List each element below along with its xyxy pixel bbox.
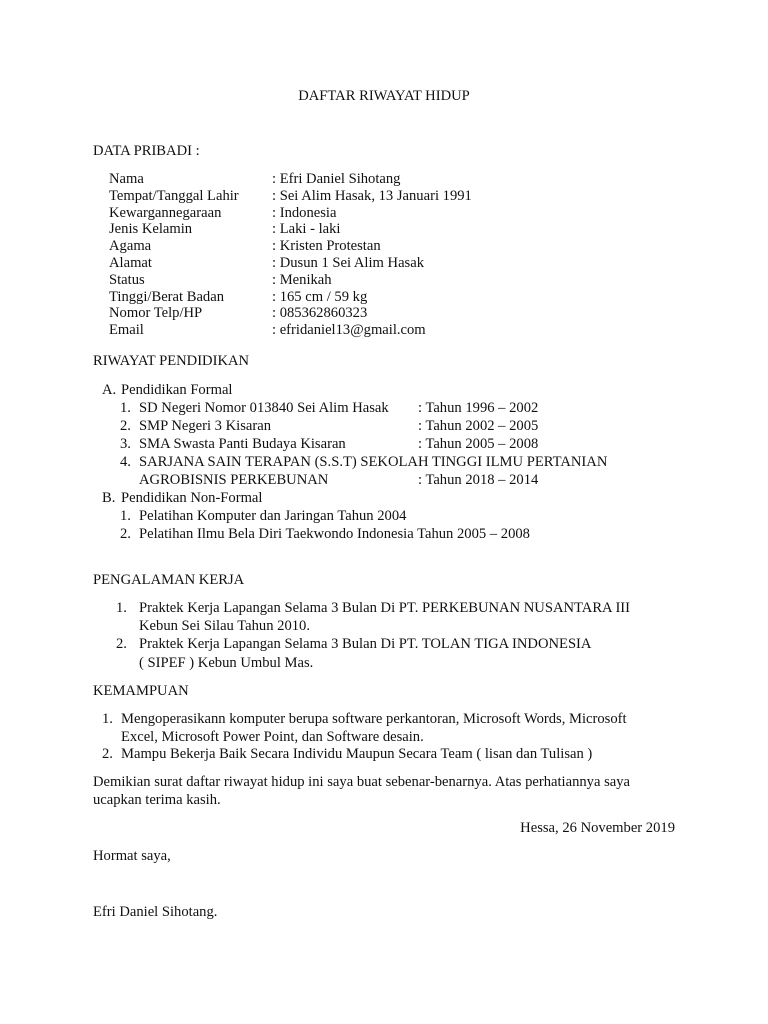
list-marker: A. <box>102 382 117 398</box>
salutation: Hormat saya, <box>93 848 171 864</box>
section-heading-kemampuan: KEMAMPUAN <box>93 683 189 699</box>
section-heading-pengalaman: PENGALAMAN KERJA <box>93 572 245 588</box>
experience-line2: Kebun Sei Silau Tahun 2010. <box>139 618 310 634</box>
personal-value: : 085362860323 <box>272 305 368 321</box>
education-years: : Tahun 2002 – 2005 <box>418 418 539 434</box>
personal-value: : Dusun 1 Sei Alim Hasak <box>272 255 425 271</box>
training-item: Pelatihan Ilmu Bela Diri Taekwondo Indonesia Tahun 2005 – 2008 <box>139 526 530 542</box>
list-number: 2. <box>102 746 113 762</box>
list-number: 1. <box>120 400 131 416</box>
personal-label: Status <box>109 272 145 288</box>
list-number: 3. <box>120 436 131 452</box>
personal-value: : Efri Daniel Sihotang <box>272 171 401 187</box>
list-number: 1. <box>120 508 131 524</box>
section-heading-pendidikan: RIWAYAT PENDIDIKAN <box>93 353 250 369</box>
education-school: SARJANA SAIN TERAPAN (S.S.T) SEKOLAH TINGGI ILMU PERTANIAN <box>139 454 608 470</box>
skill-line: Mampu Bekerja Baik Secara Individu Maupun Secara Team ( lisan dan Tulisan ) <box>121 746 593 762</box>
training-item: Pelatihan Komputer dan Jaringan Tahun 2004 <box>139 508 407 524</box>
experience-line: Praktek Kerja Lapangan Selama 3 Bulan Di PT. TOLAN TIGA INDONESIA <box>139 636 592 652</box>
skill-line2: Excel, Microsoft Power Point, dan Software desain. <box>121 729 424 745</box>
list-number: 2. <box>116 636 127 652</box>
personal-value: : 165 cm / 59 kg <box>272 289 368 305</box>
education-school: SD Negeri Nomor 013840 Sei Alim Hasak <box>139 400 389 416</box>
signature-name: Efri Daniel Sihotang. <box>93 904 218 920</box>
section-heading-data-pribadi: DATA PRIBADI : <box>93 143 200 159</box>
education-years: : Tahun 1996 – 2002 <box>418 400 539 416</box>
personal-label: Alamat <box>109 255 152 271</box>
list-number: 2. <box>120 526 131 542</box>
education-years: : Tahun 2005 – 2008 <box>418 436 539 452</box>
education-school: SMP Negeri 3 Kisaran <box>139 418 271 434</box>
education-school-line2: AGROBISNIS PERKEBUNAN <box>139 472 329 488</box>
personal-value: : efridaniel13@gmail.com <box>272 322 426 338</box>
experience-line: Praktek Kerja Lapangan Selama 3 Bulan Di PT. PERKEBUNAN NUSANTARA III <box>139 600 631 616</box>
education-years: : Tahun 2018 – 2014 <box>418 472 539 488</box>
list-marker: B. <box>102 490 116 506</box>
personal-value: : Menikah <box>272 272 332 288</box>
education-school: SMA Swasta Panti Budaya Kisaran <box>139 436 346 452</box>
list-number: 4. <box>120 454 131 470</box>
personal-label: Kewargannegaraan <box>109 205 222 221</box>
personal-label: Email <box>109 322 144 338</box>
personal-label: Tempat/Tanggal Lahir <box>109 188 239 204</box>
list-number: 1. <box>102 711 113 727</box>
personal-label: Nama <box>109 171 144 187</box>
personal-label: Agama <box>109 238 152 254</box>
place-and-date: Hessa, 26 November 2019 <box>520 820 675 836</box>
closing-paragraph-line2: ucapkan terima kasih. <box>93 792 221 808</box>
personal-label: Tinggi/Berat Badan <box>109 289 224 305</box>
personal-label: Jenis Kelamin <box>109 221 193 237</box>
personal-value: : Indonesia <box>272 205 337 221</box>
experience-line2: ( SIPEF ) Kebun Umbul Mas. <box>139 655 314 671</box>
personal-value: : Sei Alim Hasak, 13 Januari 1991 <box>272 188 472 204</box>
personal-value: : Kristen Protestan <box>272 238 381 254</box>
list-number: 2. <box>120 418 131 434</box>
closing-paragraph-line1: Demikian surat daftar riwayat hidup ini saya buat sebenar-benarnya. Atas perhatiannya saya <box>93 774 631 790</box>
personal-value: : Laki - laki <box>272 221 341 237</box>
page-title: DAFTAR RIWAYAT HIDUP <box>298 88 470 104</box>
subsection-label-formal: Pendidikan Formal <box>121 382 233 398</box>
list-number: 1. <box>116 600 127 616</box>
personal-label: Nomor Telp/HP <box>109 305 203 321</box>
skill-line: Mengoperasikann komputer berupa software perkantoran, Microsoft Words, Microsoft <box>121 711 627 727</box>
subsection-label-nonformal: Pendidikan Non-Formal <box>121 490 263 506</box>
